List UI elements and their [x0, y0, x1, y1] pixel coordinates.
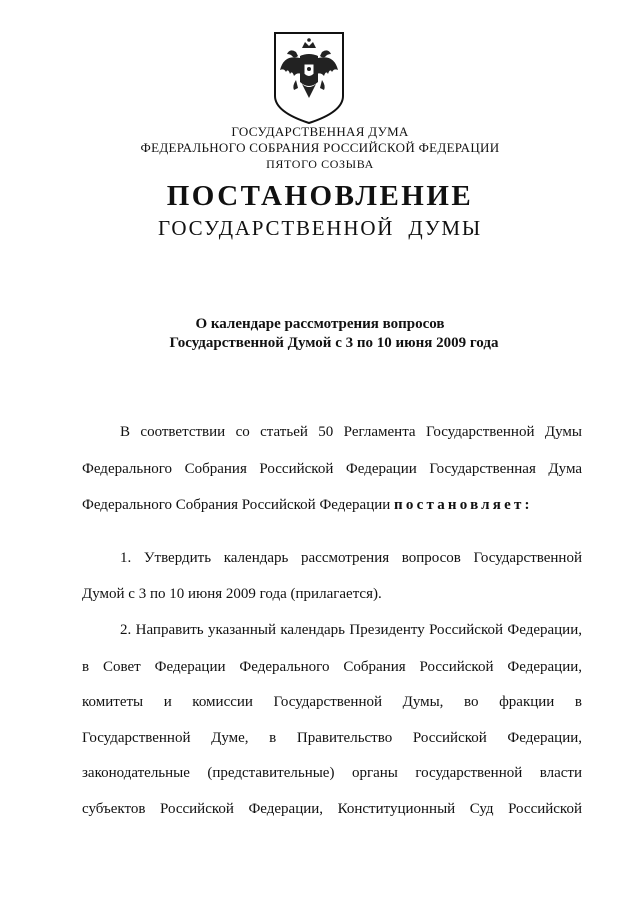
item2-line2: в Совет Федерации Федерального Собрания Российской Федерации, — [82, 659, 582, 675]
item1-line2: Думой с 3 по 10 июня 2009 года (прилагается). — [82, 586, 382, 602]
item2-line5: законодательные (представительные) органы государственной власти — [82, 765, 582, 781]
convocation-line: ПЯТОГО СОЗЫВА — [266, 157, 374, 171]
item2-line1: 2. Направить указанный календарь Президенту Российской Федерации, — [120, 622, 582, 638]
item2-line3: комитеты и комиссии Государственной Думы, во фракции в — [82, 694, 582, 710]
preamble-line2: Федерального Собрания Российской Федерации Государственная Дума — [82, 461, 582, 477]
subject-line1: О календаре рассмотрения вопросов — [195, 316, 445, 332]
item2-line4: Государственной Думе, в Правительство Российской Федерации, — [82, 730, 582, 746]
org-name-line1: ГОСУДАРСТВЕННАЯ ДУМА — [231, 124, 409, 139]
preamble-line3 — [82, 497, 582, 514]
preamble-line3-text: Федерального Собрания Российской Федерации — [82, 497, 391, 513]
item2-line6: субъектов Российской Федерации, Конституционный Суд Российской — [82, 801, 582, 817]
decree-word: постановляет: — [394, 497, 533, 513]
subject-line2: Государственной Думой с 3 по 10 июня 2009 года — [169, 335, 499, 351]
org-name-line2: ФЕДЕРАЛЬНОГО СОБРАНИЯ РОССИЙСКОЙ ФЕДЕРАЦИИ — [140, 140, 500, 155]
document-type-title: ПОСТАНОВЛЕНИЕ — [166, 180, 474, 212]
document-issuer-subtitle: ГОСУДАРСТВЕННОЙ ДУМЫ — [157, 216, 482, 240]
coat-of-arms-emblem — [272, 30, 346, 126]
item1-line1: 1. Утвердить календарь рассмотрения вопросов Государственной — [120, 550, 582, 566]
preamble-line1: В соответствии со статьей 50 Регламента Государственной Думы — [120, 424, 582, 440]
